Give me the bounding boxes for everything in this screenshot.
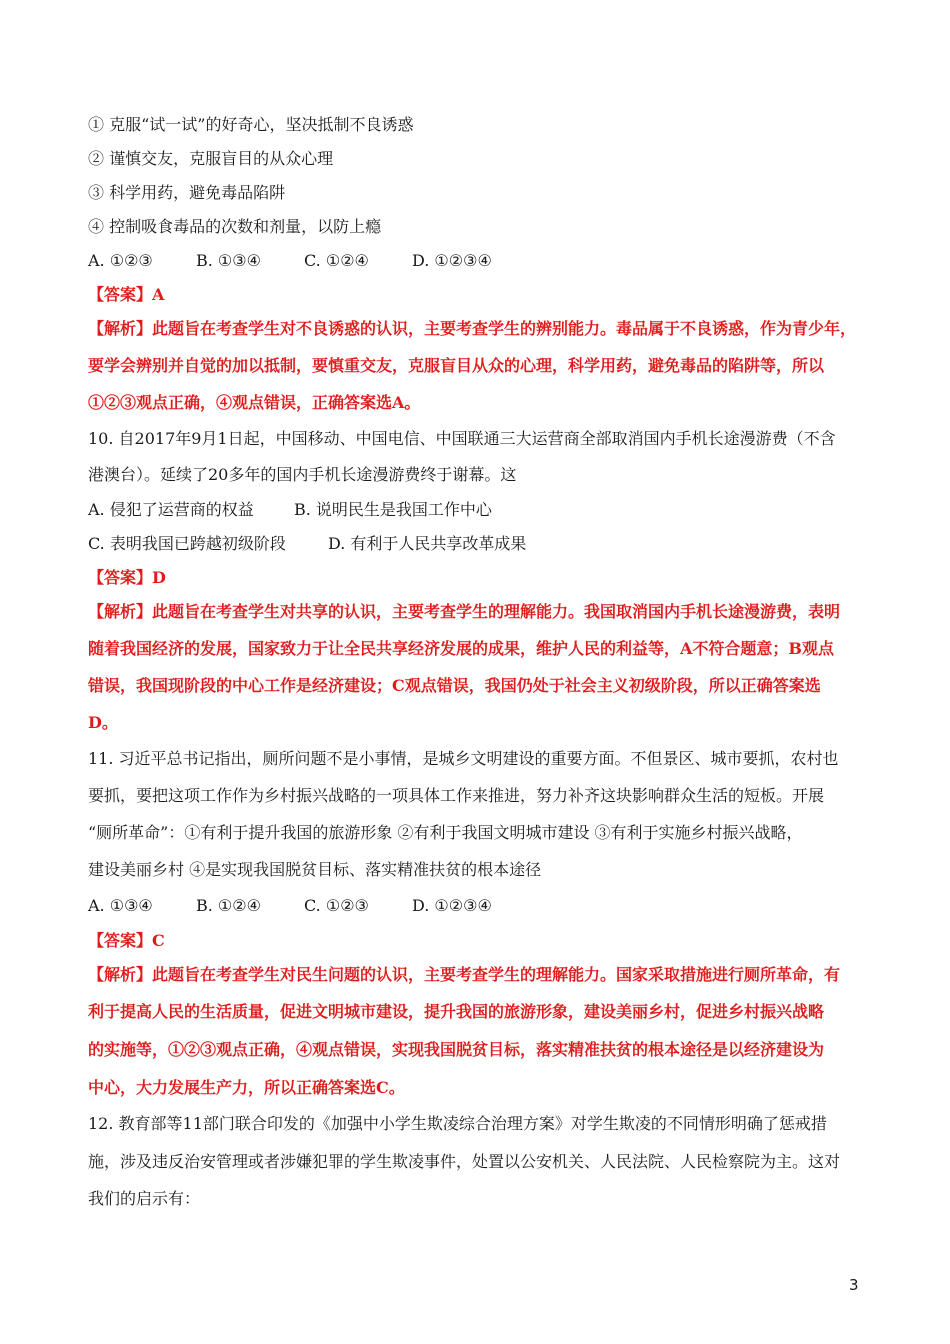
q10-analysis-line-1: 【解析】此题旨在考查学生对共享的认识，主要考查学生的理解能力。我国取消国内手机长途漫游费，表明 [88, 602, 841, 621]
q10-option-b: B. 说明民生是我国工作中心 [294, 500, 492, 519]
q9-option-d: D. ①②③④ [412, 251, 492, 270]
q9-options [88, 251, 492, 271]
q10-option-a: A. 侵犯了运营商的权益 [88, 500, 254, 519]
q11-option-b: B. ①②④ [196, 896, 261, 915]
page-number: 3 [849, 1276, 859, 1294]
q12-stem-line-2: 施，涉及违反治安管理或者涉嫌犯罪的学生欺凌事件，处置以公安机关、人民法院、人民检察院为主。这对 [88, 1152, 841, 1171]
q11-stem-line-2: 要抓，要把这项工作作为乡村振兴战略的一项具体工作来推进，努力补齐这块影响群众生活的短板。开展 [88, 786, 825, 805]
q11-option-d: D. ①②③④ [412, 896, 492, 915]
q9-answer: 【答案】A [88, 285, 165, 304]
q12-stem-line-3: 我们的启示有： [88, 1189, 201, 1208]
q11-option-c: C. ①②③ [304, 896, 369, 915]
q9-item-2: ② 谨慎交友，克服盲目的从众心理 [88, 149, 334, 168]
q11-option-a: A. ①③④ [88, 896, 153, 915]
q11-stem-line-1: 11. 习近平总书记指出，厕所问题不是小事情，是城乡文明建设的重要方面。不但景区、城市要抓，农村也 [88, 749, 839, 768]
q9-item-3: ③ 科学用药，避免毒品陷阱 [88, 183, 286, 202]
q10-stem-line-1: 10. 自2017年9月1日起，中国移动、中国电信、中国联通三大运营商全部取消国内手机长途漫游费（不含 [88, 429, 836, 448]
q9-option-c: C. ①②④ [304, 251, 369, 270]
q12-stem-line-1: 12. 教育部等11部门联合印发的《加强中小学生欺凌综合治理方案》对学生欺凌的不同情形明确了惩戒措 [88, 1114, 827, 1133]
q11-answer: 【答案】C [88, 931, 165, 950]
q10-options-row-2 [88, 534, 526, 554]
q11-analysis-line-1: 【解析】此题旨在考查学生对民生问题的认识，主要考查学生的理解能力。国家采取措施进行厕所革命，有 [88, 965, 841, 984]
q11-stem-line-3: “厕所革命”：①有利于提升我国的旅游形象 ②有利于我国文明城市建设 ③有利于实施乡村振兴战略， [88, 823, 803, 842]
q9-item-4: ④ 控制吸食毒品的次数和剂量，以防上瘾 [88, 217, 382, 236]
q11-analysis-line-4: 中心，大力发展生产力，所以正确答案选C。 [88, 1078, 405, 1097]
q9-analysis-line-1: 【解析】此题旨在考查学生对不良诱惑的认识，主要考查学生的辨别能力。毒品属于不良诱惑，作为青少年， [88, 319, 857, 338]
q11-options [88, 896, 492, 916]
q9-item-1: ① 克服“试一试”的好奇心，坚决抵制不良诱惑 [88, 115, 414, 134]
q9-analysis-line-2: 要学会辨别并自觉的加以抵制，要慎重交友，克服盲目从众的心理，科学用药，避免毒品的陷阱等，所以 [88, 356, 825, 375]
q9-analysis-line-3: ①②③观点正确，④观点错误，正确答案选A。 [88, 393, 421, 412]
q10-option-c: C. 表明我国已跨越初级阶段 [88, 534, 286, 553]
q9-option-b: B. ①③④ [196, 251, 261, 270]
q10-analysis-line-4: D。 [88, 713, 118, 732]
q10-stem-line-2: 港澳台）。延续了20多年的国内手机长途漫游费终于谢幕。这 [88, 465, 517, 484]
q10-analysis-line-2: 随着我国经济的发展，国家致力于让全民共享经济发展的成果，维护人民的利益等，A不符合题意；B观点 [88, 639, 834, 658]
q11-analysis-line-3: 的实施等，①②③观点正确，④观点错误，实现我国脱贫目标，落实精准扶贫的根本途径是以经济建设为 [88, 1040, 825, 1059]
q11-analysis-line-2: 利于提高人民的生活质量，促进文明城市建设，提升我国的旅游形象，建设美丽乡村，促进乡村振兴战略 [88, 1002, 825, 1021]
q10-answer: 【答案】D [88, 568, 166, 587]
q10-option-d: D. 有利于人民共享改革成果 [328, 534, 527, 553]
q10-analysis-line-3: 错误，我国现阶段的中心工作是经济建设；C观点错误，我国仍处于社会主义初级阶段，所以正确答案选 [88, 676, 821, 695]
q11-stem-line-4: 建设美丽乡村 ④是实现我国脱贫目标、落实精准扶贫的根本途径 [88, 860, 542, 879]
q9-option-a: A. ①②③ [88, 251, 153, 270]
q10-options-row-1 [88, 500, 492, 520]
